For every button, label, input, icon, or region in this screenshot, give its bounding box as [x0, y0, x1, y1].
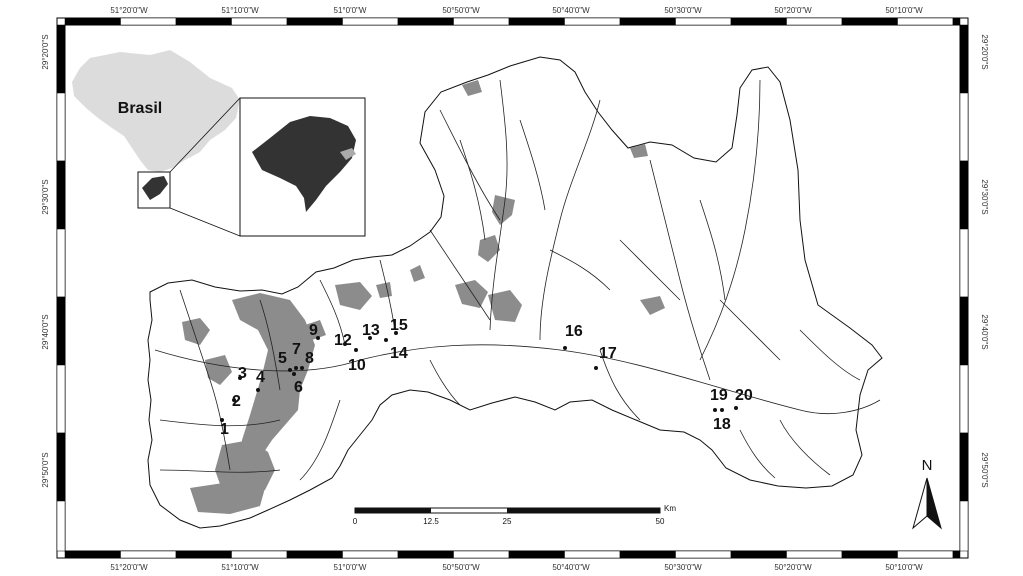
- lat-label-left: 29°40'0"S: [41, 314, 50, 350]
- neatline-segment: [57, 229, 65, 297]
- latitude-labels-left: [41, 34, 50, 487]
- lat-label-right: 29°30'0"S: [980, 179, 989, 215]
- neatline-segment: [398, 18, 454, 25]
- neatline-segment: [232, 551, 288, 558]
- neatline-segment: [960, 433, 968, 501]
- site-marker: [734, 406, 738, 410]
- scale-tick-label: 12.5: [423, 517, 439, 526]
- site-marker: [294, 366, 298, 370]
- neatline-segment: [57, 93, 65, 161]
- neatline-segment: [953, 551, 960, 558]
- neatline-segment: [960, 501, 968, 551]
- neatline-segment: [454, 551, 510, 558]
- neatline-segment: [57, 501, 65, 551]
- site-label: 10: [348, 357, 366, 374]
- neatline-segment: [787, 551, 843, 558]
- site-label: 12: [334, 332, 352, 349]
- lon-label-top: 50°20'0"W: [774, 6, 812, 15]
- neatline-segment: [57, 161, 65, 229]
- site-marker: [594, 366, 598, 370]
- neatline-segment: [960, 365, 968, 433]
- neatline-segment: [620, 18, 676, 25]
- lat-label-left: 29°20'0"S: [41, 34, 50, 70]
- site-marker: [292, 372, 296, 376]
- lon-label-bottom: 50°10'0"W: [885, 563, 923, 572]
- lon-label-top: 51°0'0"W: [333, 6, 367, 15]
- site-label: 15: [390, 317, 408, 334]
- inset-label-brasil: Brasil: [117, 100, 163, 117]
- neatline-segment: [960, 93, 968, 161]
- neatline-segment: [620, 551, 676, 558]
- neatline-segment: [343, 18, 399, 25]
- lon-label-top: 50°50'0"W: [442, 6, 480, 15]
- neatline-segment: [842, 551, 898, 558]
- neatline-segment: [787, 18, 843, 25]
- neatline-segment: [565, 551, 621, 558]
- neatline-segment: [121, 18, 177, 25]
- lon-label-bottom: 50°40'0"W: [552, 563, 590, 572]
- site-label: 1: [220, 421, 229, 438]
- lon-label-bottom: 51°10'0"W: [221, 563, 259, 572]
- site-marker: [300, 366, 304, 370]
- scale-tick-label: 50: [655, 517, 665, 526]
- neatline-segment: [953, 18, 960, 25]
- lon-label-top: 50°40'0"W: [552, 6, 590, 15]
- site-marker: [720, 408, 724, 412]
- site-label: 18: [713, 416, 731, 433]
- site-marker: [384, 338, 388, 342]
- lon-label-top: 50°10'0"W: [885, 6, 923, 15]
- lat-label-left: 29°30'0"S: [41, 179, 50, 215]
- neatline-segment: [57, 297, 65, 365]
- scale-tick-label: 25: [502, 517, 512, 526]
- site-label: 2: [232, 393, 241, 410]
- neatline-segment: [960, 297, 968, 365]
- scale-tick-label: 0: [352, 517, 358, 526]
- neatline-segment: [343, 551, 399, 558]
- neatline-segment: [121, 551, 177, 558]
- neatline-segment: [960, 229, 968, 297]
- lon-label-bottom: 50°30'0"W: [664, 563, 702, 572]
- site-marker: [713, 408, 717, 412]
- scale-unit-label: Km: [664, 504, 676, 513]
- neatline-segment: [509, 551, 565, 558]
- longitude-labels-bottom: [110, 563, 923, 572]
- site-label: 19: [710, 387, 728, 404]
- neatline-segment: [65, 551, 121, 558]
- neatline-segment: [176, 18, 232, 25]
- neatline-segment: [898, 18, 954, 25]
- site-label: 6: [294, 379, 303, 396]
- site-label: 16: [565, 323, 583, 340]
- lon-label-bottom: 50°20'0"W: [774, 563, 812, 572]
- longitude-labels-top: [110, 6, 923, 15]
- lat-label-left: 29°50'0"S: [41, 452, 50, 488]
- lon-label-top: 51°20'0"W: [110, 6, 148, 15]
- neatline-segment: [960, 161, 968, 229]
- scale-bar-segment: [355, 508, 431, 513]
- neatline-segment: [842, 18, 898, 25]
- site-label: 9: [309, 322, 318, 339]
- site-label: 14: [390, 345, 408, 362]
- site-label: 8: [305, 350, 314, 367]
- north-label: N: [921, 457, 933, 474]
- neatline-segment: [676, 551, 732, 558]
- neatline-segment: [57, 365, 65, 433]
- neatline-segment: [65, 18, 121, 25]
- site-marker: [288, 368, 292, 372]
- lat-label-right: 29°20'0"S: [980, 34, 989, 70]
- lat-label-right: 29°40'0"S: [980, 314, 989, 350]
- neatline-segment: [232, 18, 288, 25]
- neatline-segment: [731, 551, 787, 558]
- neatline-segment: [57, 433, 65, 501]
- lat-label-right: 29°50'0"S: [980, 452, 989, 488]
- lon-label-bottom: 50°50'0"W: [442, 563, 480, 572]
- site-label: 17: [599, 345, 617, 362]
- neatline-segment: [731, 18, 787, 25]
- scale-bar-segment: [507, 508, 660, 513]
- neatline-segment: [176, 551, 232, 558]
- neatline-segment: [676, 18, 732, 25]
- site-marker: [256, 388, 260, 392]
- site-label: 20: [735, 387, 753, 404]
- site-marker: [354, 348, 358, 352]
- lon-label-top: 51°10'0"W: [221, 6, 259, 15]
- lon-label-bottom: 51°0'0"W: [333, 563, 367, 572]
- site-label: 4: [256, 369, 265, 386]
- neatline-segment: [398, 551, 454, 558]
- site-marker: [563, 346, 567, 350]
- site-label: 5: [278, 350, 287, 367]
- neatline-segment: [287, 18, 343, 25]
- neatline-segment: [509, 18, 565, 25]
- neatline-segment: [287, 551, 343, 558]
- neatline-segment: [898, 551, 954, 558]
- site-label: 7: [292, 341, 301, 358]
- lon-label-top: 50°30'0"W: [664, 6, 702, 15]
- site-label: 13: [362, 322, 380, 339]
- site-label: 3: [238, 365, 247, 382]
- neatline-segment: [960, 25, 968, 93]
- neatline-segment: [57, 25, 65, 93]
- latitude-labels-right: [980, 34, 989, 487]
- neatline-segment: [454, 18, 510, 25]
- neatline-segment: [565, 18, 621, 25]
- lon-label-bottom: 51°20'0"W: [110, 563, 148, 572]
